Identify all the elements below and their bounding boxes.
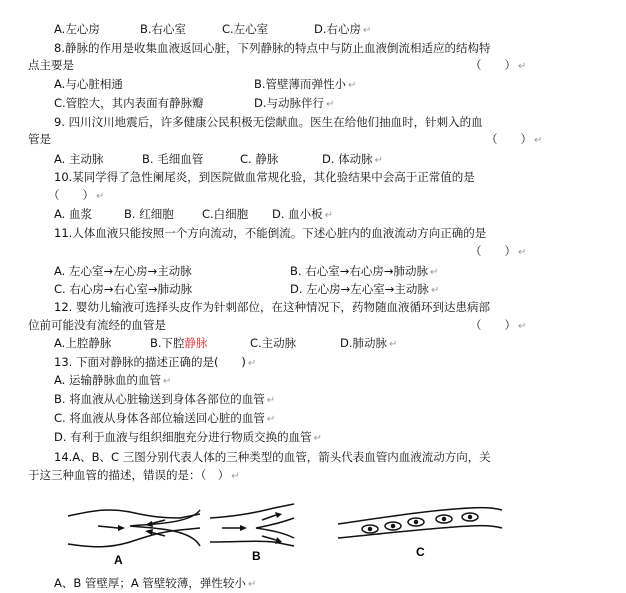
q9-paren: （ ） ↵ — [486, 132, 543, 146]
q12-option-c: C.主动脉 — [250, 336, 297, 350]
return-mark-icon: ↵ — [324, 210, 334, 221]
q11-option-d: D. 左心房→左心室→主动脉 ↵ — [290, 282, 440, 296]
q13-option-d: D. 有利于血液与组织细胞充分进行物质交换的血管 ↵ — [54, 430, 323, 444]
q10-stem-line1: 10.某同学得了急性阑尾炎，到医院做血常规化验，其化验结果中会高于正常值的是 — [54, 170, 475, 184]
q8-paren: （ ） ↵ — [470, 58, 527, 72]
highlighted-word: 静脉 — [184, 336, 208, 350]
q13-option-b: B. 将血液从心脏输送到身体各部位的血管 ↵ — [54, 392, 276, 406]
q14-stem-line1: 14.A、B、C 三图分别代表人体的三种类型的血管，箭头代表血管内血液流动方向，关 — [54, 450, 491, 464]
q9-option-d: D. 体动脉 ↵ — [322, 152, 384, 166]
q11-option-a: A. 左心室→左心房→主动脉 — [54, 264, 192, 278]
q9-option-b: B. 毛细血管 — [142, 152, 204, 166]
q13-stem: 13. 下面对静脉的描述正确的是( ) ↵ — [54, 355, 257, 369]
return-mark-icon: ↵ — [266, 414, 276, 425]
q8-stem-line1: 8.静脉的作用是收集血液返回心脏，下列静脉的特点中与防止血液倒流相适应的结构特 — [54, 41, 491, 55]
q7-option-b: B.右心室 — [140, 22, 187, 36]
q7-option-a: A.左心房 — [54, 22, 100, 36]
q10-option-c: C.白细胞 — [202, 207, 249, 221]
figure-label-b: B — [252, 549, 261, 563]
q12-stem-line1: 12. 婴幼儿输液可选择头皮作为针刺部位，在这种情况下，药物随血液循环到达患病部 — [54, 300, 490, 314]
figure-label-c: C — [416, 545, 425, 559]
q12-stem-line2: 位前可能没有流经的血管是 — [28, 318, 166, 332]
return-mark-icon: ↵ — [162, 376, 172, 387]
q9-stem-line1: 9. 四川汶川地震后，许多健康公民积极无偿献血。医生在给他们抽血时，针刺入的血 — [54, 115, 483, 129]
q12-option-b: B.下腔静脉 — [150, 336, 208, 350]
vessel-figure-b — [210, 504, 294, 546]
return-mark-icon: ↵ — [348, 80, 357, 91]
q8-option-a: A.与心脏相通 — [54, 77, 123, 91]
q10-option-b: B. 红细胞 — [124, 207, 174, 221]
q11-option-c: C. 右心房→右心室→肺动脉 — [54, 282, 193, 296]
return-mark-icon: ↵ — [363, 25, 372, 36]
q10-paren: （ ） ↵ — [48, 188, 105, 202]
return-mark-icon: ↵ — [247, 579, 257, 590]
vessel-figure-c — [338, 508, 502, 538]
q12-option-d: D.肺动脉 ↵ — [340, 336, 398, 350]
q8-stem-line2: 点主要是 — [28, 58, 74, 72]
return-mark-icon: ↵ — [518, 321, 527, 332]
blood-vessel-figures — [0, 490, 626, 570]
q9-option-a: A. 主动脉 — [54, 152, 104, 166]
q8-option-d: D.与动脉伴行 ↵ — [254, 96, 335, 110]
q12-option-a: A.上腔静脉 — [54, 336, 112, 350]
q11-option-b: B. 右心室→右心房→肺动脉 ↵ — [290, 264, 439, 278]
return-mark-icon: ↵ — [96, 191, 105, 202]
return-mark-icon: ↵ — [266, 395, 276, 406]
return-mark-icon: ↵ — [313, 433, 323, 444]
return-mark-icon: ↵ — [326, 99, 335, 110]
q12-paren: （ ） ↵ — [470, 318, 527, 332]
q7-option-d: D.右心房 ↵ — [314, 22, 372, 36]
q11-stem-line1: 11.人体血液只能按照一个方向流动，不能倒流。下述心脏内的血液流动方向正确的是 — [54, 226, 487, 240]
q9-option-c: C. 静脉 — [240, 152, 279, 166]
q7-option-c: C.左心室 — [222, 22, 269, 36]
figure-label-a: A — [114, 553, 123, 567]
return-mark-icon: ↵ — [534, 135, 543, 146]
return-mark-icon: ↵ — [430, 285, 440, 296]
q10-option-a: A. 血浆 — [54, 207, 92, 221]
q9-stem-line2: 管是 — [28, 132, 51, 146]
q13-option-a: A. 运输静脉血的血管 ↵ — [54, 373, 172, 387]
return-mark-icon: ↵ — [518, 247, 527, 258]
return-mark-icon: ↵ — [518, 61, 527, 72]
q13-option-c: C. 将血液从身体各部位输送回心脏的血管 ↵ — [54, 411, 276, 425]
q8-option-b: B.管壁薄而弹性小 ↵ — [254, 77, 357, 91]
return-mark-icon: ↵ — [389, 339, 398, 350]
return-mark-icon: ↵ — [231, 471, 240, 482]
q14-option-a: A、B 管壁厚；A 管壁较薄，弹性较小 ↵ — [54, 576, 257, 590]
q14-stem-line2: 于这三种血管的描述，错误的是：（ ） ↵ — [28, 468, 240, 482]
q11-paren: （ ） ↵ — [470, 244, 527, 258]
return-mark-icon: ↵ — [429, 267, 439, 278]
q10-option-d: D. 血小板 ↵ — [272, 207, 334, 221]
return-mark-icon: ↵ — [374, 155, 384, 166]
q8-option-c: C.管腔大，其内表面有静脉瓣 — [54, 96, 204, 110]
return-mark-icon: ↵ — [247, 358, 257, 369]
vessel-figure-a — [68, 510, 200, 547]
